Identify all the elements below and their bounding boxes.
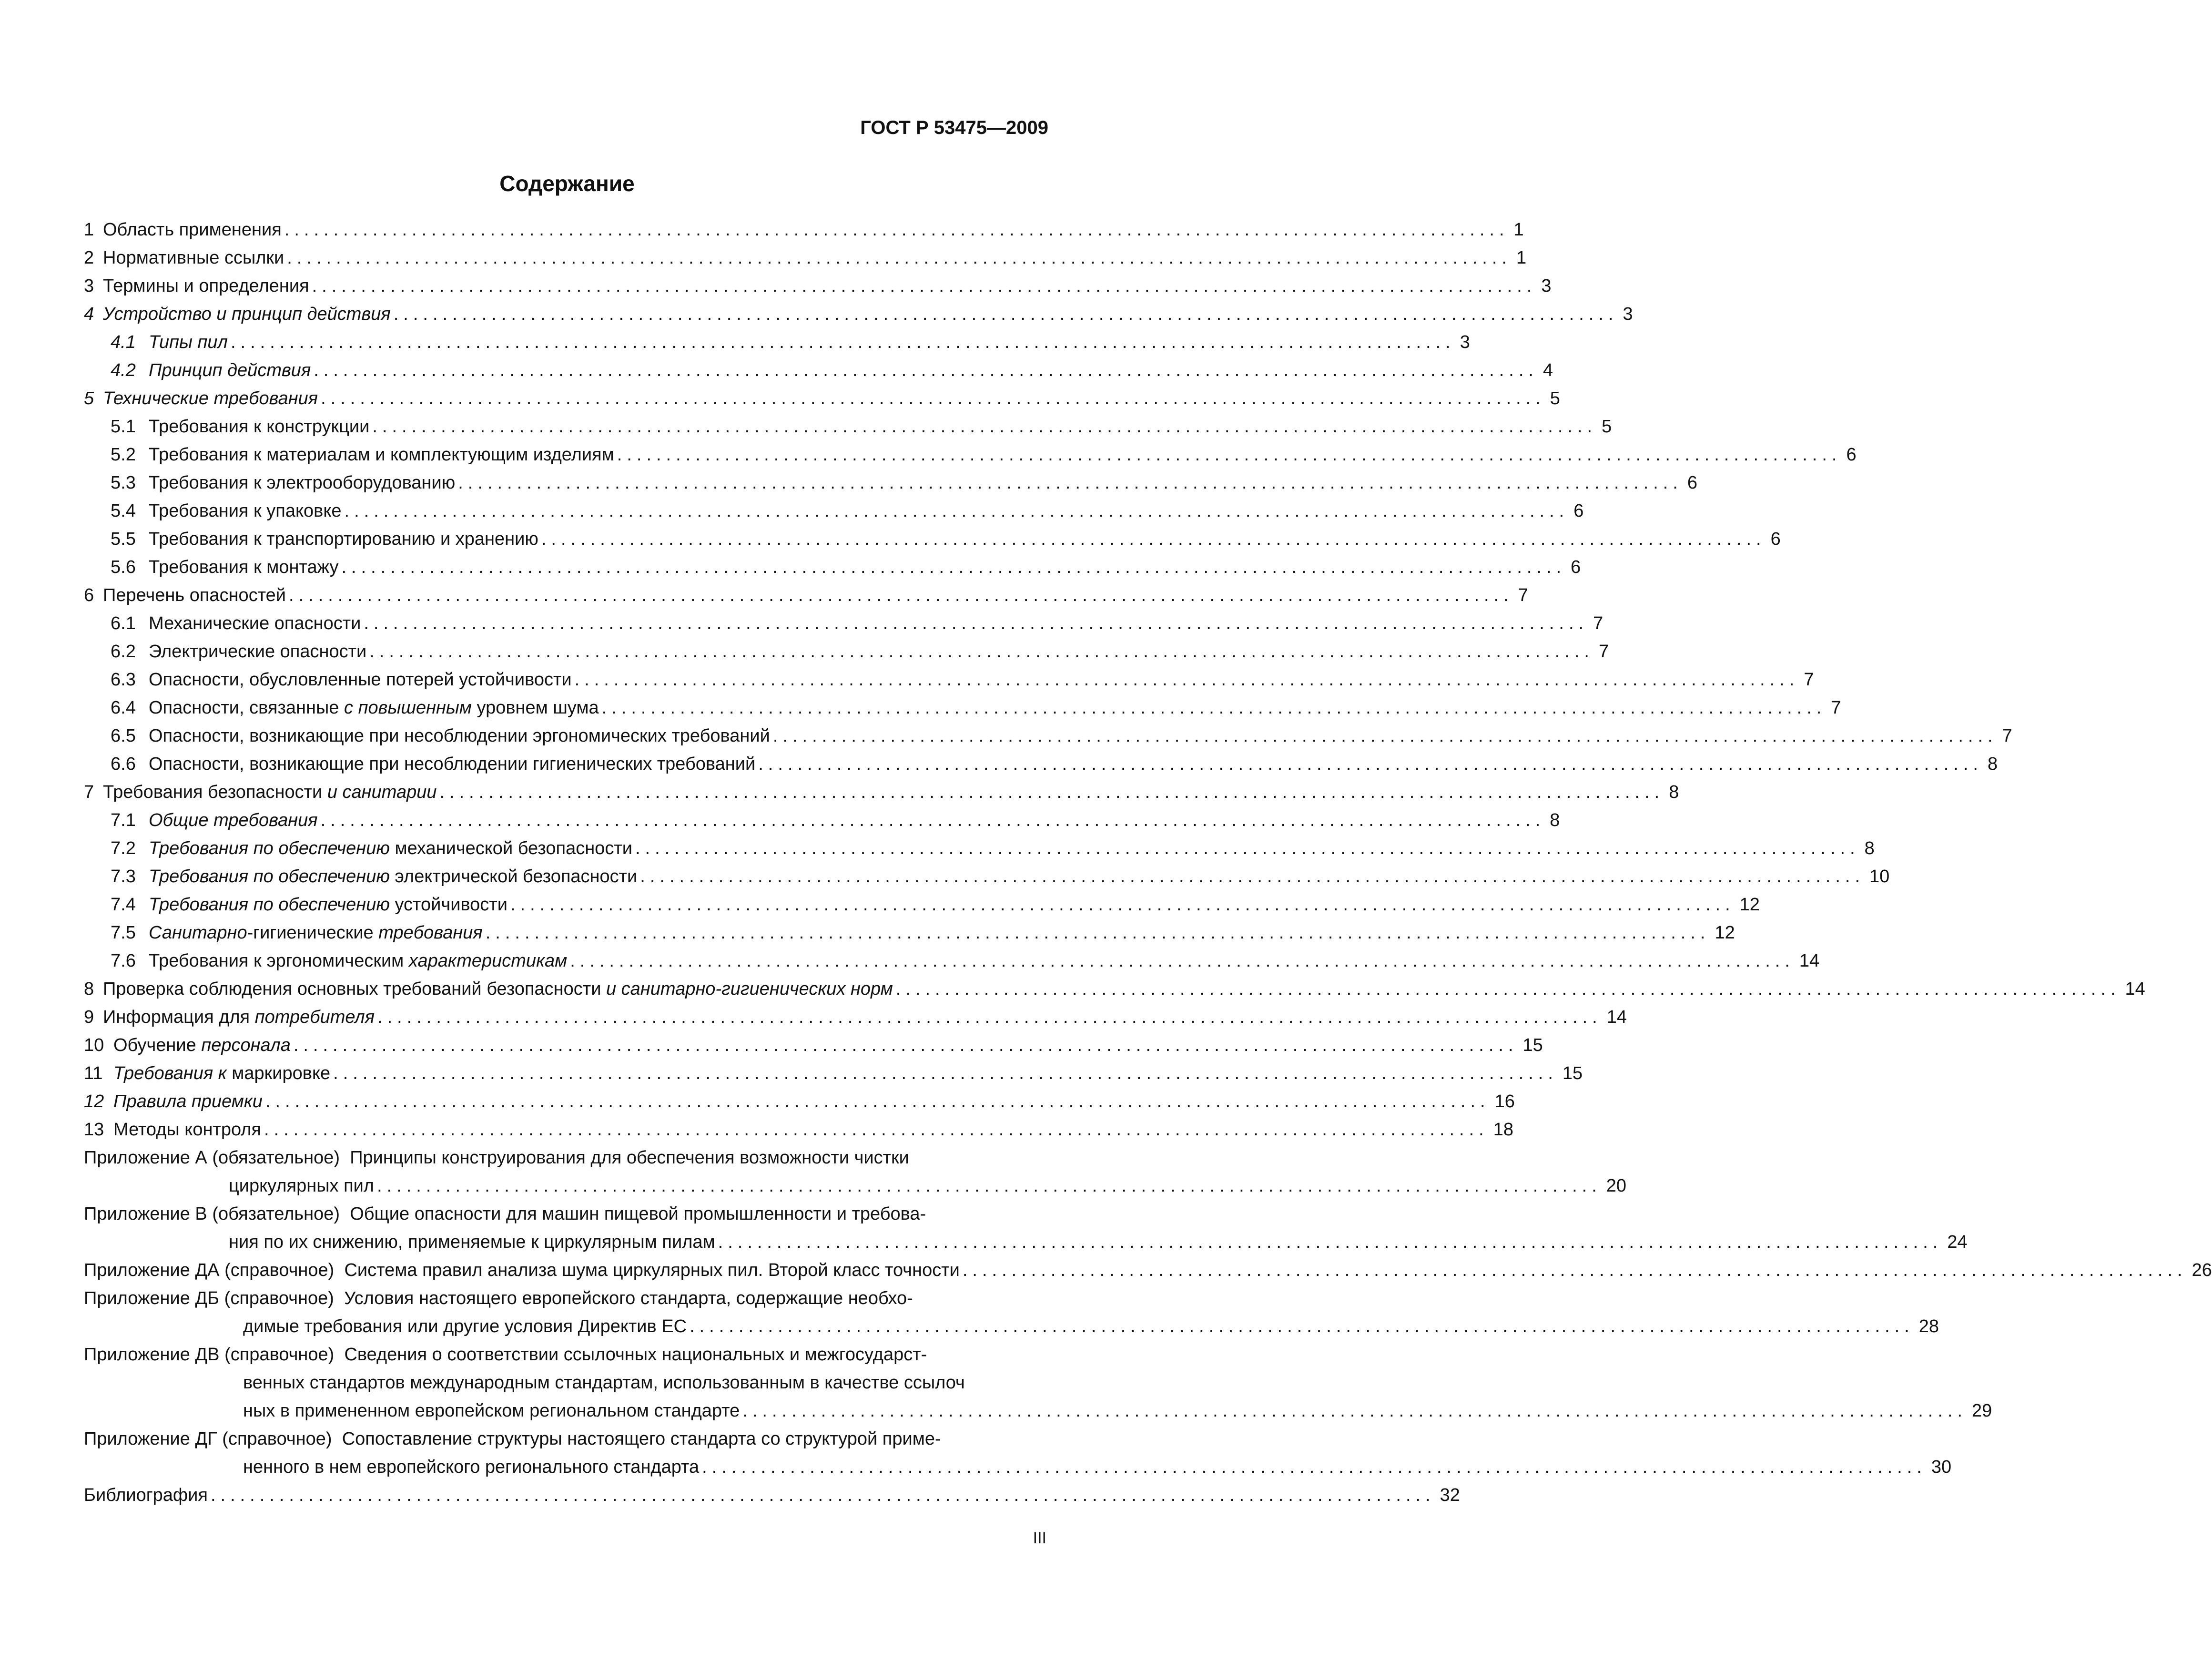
dot-leader: .............................................................................................................................: [510, 895, 1735, 915]
toc-entry-5-2[interactable]: [111, 442, 1857, 467]
toc-entry-2[interactable]: [84, 245, 1527, 270]
toc-number: 8: [84, 979, 94, 999]
page-title: Содержание: [499, 171, 635, 196]
dot-leader: .............................................................................................................................: [284, 220, 1509, 240]
toc-entry-6-5[interactable]: [111, 724, 2012, 748]
toc-number: 2: [84, 248, 94, 268]
toc-entry-text: Требования к монтажу: [149, 557, 339, 577]
toc-entry-text-italic: Требования по обеспечению: [149, 838, 390, 858]
toc-page-number: 8: [1987, 754, 1998, 774]
toc-entry-text: -гигиенические: [247, 923, 379, 943]
toc-page-number: 16: [1494, 1091, 1515, 1111]
toc-number: 1: [84, 220, 94, 240]
appendix-a-line1[interactable]: [84, 1145, 1048, 1170]
appendix-dg-line1[interactable]: [84, 1427, 1048, 1451]
toc-number: 9: [84, 1007, 94, 1027]
appendix-title-cont: циркулярных пил: [229, 1176, 375, 1196]
dot-leader: .............................................................................................................................: [601, 698, 1826, 718]
toc-page-number: 8: [1864, 838, 1875, 858]
dot-leader: .............................................................................................................................: [264, 1120, 1489, 1140]
toc-page-number: 28: [1918, 1316, 1939, 1336]
appendix-title: Сведения о соответствии ссылочных национальных и межгосударст-: [344, 1345, 927, 1365]
toc-number: 5.3: [111, 473, 136, 493]
toc-entry-12[interactable]: [84, 1089, 1515, 1114]
toc-page-number: 6: [1573, 501, 1584, 521]
toc-entry-text-italic: с повышенным: [344, 698, 472, 718]
dot-leader: .............................................................................................................................: [321, 388, 1545, 408]
toc-entry-bibliography[interactable]: [84, 1483, 1460, 1508]
toc-number: 5.4: [111, 501, 136, 521]
toc-entry-8[interactable]: [84, 977, 2145, 1001]
dot-leader: .............................................................................................................................: [742, 1401, 1967, 1421]
toc-page-number: 5: [1602, 417, 1612, 437]
appendix-title-cont: ненного в нем европейского регионального стандарта: [243, 1457, 700, 1477]
toc-page-number: 10: [1869, 867, 1890, 887]
dot-leader: .............................................................................................................................: [377, 1007, 1602, 1027]
toc-page-number: 4: [1542, 360, 1553, 380]
toc-entry-text: Устройство и принцип действия: [103, 304, 391, 324]
dot-leader: .............................................................................................................................: [231, 332, 1455, 352]
toc-entry-1[interactable]: [84, 217, 1524, 242]
toc-page-number: 15: [1522, 1035, 1543, 1055]
toc-page-number: 7: [1831, 698, 1841, 718]
dot-leader: .............................................................................................................................: [758, 754, 1983, 774]
toc-number: 4.1: [111, 332, 136, 352]
toc-entry-text-italic: Требования по обеспечению: [149, 867, 390, 887]
toc-number: 7: [84, 782, 94, 802]
toc-number: 6.6: [111, 754, 136, 774]
dot-leader: .............................................................................................................................: [702, 1457, 1927, 1477]
toc-number: 7.3: [111, 867, 136, 887]
toc-entry-7[interactable]: [84, 780, 1679, 805]
toc-number: 6.2: [111, 642, 136, 662]
toc-number: 7.1: [111, 810, 136, 830]
toc-entry-6-4[interactable]: [111, 695, 1841, 720]
toc-number: 12: [84, 1091, 104, 1111]
dot-leader: .............................................................................................................................: [574, 670, 1799, 690]
toc-page-number: 3: [1460, 332, 1470, 352]
page-number: III: [1033, 1529, 1046, 1547]
toc-page-number: 7: [1804, 670, 1814, 690]
toc-entry-text: Методы контроля: [113, 1120, 262, 1140]
toc-number: 7.2: [111, 838, 136, 858]
toc-entry-text: Нормативные ссылки: [103, 248, 284, 268]
toc-entry-text: Требования к упаковке: [149, 501, 342, 521]
toc-entry-text: устойчивости: [389, 895, 507, 915]
toc-page-number: 3: [1623, 304, 1633, 324]
toc-entry-5-6[interactable]: [111, 555, 1581, 580]
toc-page-number: 6: [1571, 557, 1581, 577]
appendix-dv-line1[interactable]: [84, 1342, 1048, 1367]
toc-number: 7.5: [111, 923, 136, 943]
toc-page-number: 14: [1799, 951, 1820, 971]
toc-page-number: 8: [1669, 782, 1679, 802]
toc-entry-13[interactable]: [84, 1117, 1514, 1142]
dot-leader: .............................................................................................................................: [333, 1063, 1558, 1083]
toc-entry-5-3[interactable]: [111, 470, 1698, 495]
toc-entry-6-3[interactable]: [111, 667, 1814, 692]
toc-page-number: 7: [1518, 585, 1528, 605]
toc-entry-5-5[interactable]: [111, 527, 1781, 551]
dot-leader: .............................................................................................................................: [718, 1232, 1943, 1252]
toc-entry-text: Опасности, возникающие при несоблюдении эргономических требований: [149, 726, 770, 746]
toc-number: 7.4: [111, 895, 136, 915]
toc-page-number: 30: [1931, 1457, 1952, 1477]
toc-number: 7.6: [111, 951, 136, 971]
toc-entry-text: Проверка соблюдения основных требований безопасности: [103, 979, 606, 999]
toc-number: 11: [84, 1063, 103, 1083]
dot-leader: .............................................................................................................................: [617, 445, 1842, 465]
toc-entry-text: Механические опасности: [149, 613, 361, 633]
toc-entry-7-3[interactable]: [111, 864, 1890, 889]
dot-leader: .............................................................................................................................: [289, 585, 1513, 605]
toc-page-number: 18: [1493, 1120, 1514, 1140]
toc-entry-text-italic: характеристикам: [408, 951, 568, 971]
toc-entry-7-2[interactable]: [111, 836, 1875, 861]
toc-page-number: 7: [1593, 613, 1603, 633]
dot-leader: .............................................................................................................................: [640, 867, 1865, 887]
toc-page-number: 1: [1513, 220, 1524, 240]
toc-entry-text-italic: Требования по обеспечению: [149, 895, 390, 915]
toc-entry-text-italic: требования: [378, 923, 483, 943]
toc-entry-7-6[interactable]: [111, 948, 1820, 973]
appendix-label: Приложение ДБ (справочное): [84, 1288, 334, 1308]
toc-page-number: 6: [1770, 529, 1781, 549]
toc-entry-text-italic: персонала: [201, 1035, 291, 1055]
toc-entry-text: Правила приемки: [113, 1091, 263, 1111]
dot-leader: .............................................................................................................................: [341, 557, 1566, 577]
appendix-title-cont: ния по их снижению, применяемые к циркулярным пилам: [229, 1232, 715, 1252]
appendix-b-line2[interactable]: [229, 1230, 1968, 1254]
appendix-label: Приложение В (обязательное): [84, 1204, 340, 1224]
appendix-title-cont: ных в примененном европейском региональном стандарте: [243, 1401, 740, 1421]
toc-page-number: 7: [2002, 726, 2012, 746]
toc-entry-text: Типы пил: [149, 332, 228, 352]
toc-entry-text: Опасности, возникающие при несоблюдении гигиенических требований: [149, 754, 756, 774]
toc-entry-11[interactable]: [84, 1061, 1583, 1086]
toc-entry-6[interactable]: [84, 583, 1528, 608]
dot-leader: .............................................................................................................................: [962, 1260, 2187, 1280]
toc-entry-text: Термины и определения: [103, 276, 309, 296]
dot-leader: .............................................................................................................................: [377, 1176, 1602, 1196]
dot-leader: .............................................................................................................................: [287, 248, 1512, 268]
appendix-b-line1[interactable]: [84, 1202, 1048, 1226]
toc-page-number: 1: [1516, 248, 1527, 268]
document-code: ГОСТ Р 53475—2009: [860, 117, 1048, 138]
toc-entry-4-2[interactable]: [111, 358, 1553, 383]
toc-entry-5-4[interactable]: [111, 499, 1584, 523]
toc-number: 5.2: [111, 445, 136, 465]
dot-leader: .............................................................................................................................: [485, 923, 1710, 943]
dot-leader: .............................................................................................................................: [364, 613, 1589, 633]
toc-entry-text-italic: Санитарно: [149, 923, 247, 943]
toc-entry-4[interactable]: [84, 302, 1633, 326]
toc-page-number: 24: [1947, 1232, 1968, 1252]
dot-leader: .............................................................................................................................: [369, 642, 1594, 662]
appendix-dv-line2[interactable]: [243, 1370, 1048, 1395]
toc-number: 3: [84, 276, 94, 296]
dot-leader: .............................................................................................................................: [314, 360, 1538, 380]
toc-page-number: 3: [1541, 276, 1552, 296]
dot-leader: .............................................................................................................................: [458, 473, 1683, 493]
toc-number: 4: [84, 304, 94, 324]
toc-entry-text: Требования к конструкции: [149, 417, 370, 437]
toc-page-number: 6: [1687, 473, 1698, 493]
toc-number: 6.5: [111, 726, 136, 746]
toc-entry-text-italic: потребителя: [254, 1007, 375, 1027]
toc-number: 6.1: [111, 613, 136, 633]
toc-entry-text: маркировке: [226, 1063, 331, 1083]
toc-entry-text: Область применения: [103, 220, 282, 240]
appendix-label: Приложение ДА (справочное): [84, 1260, 335, 1280]
toc-page-number: 32: [1440, 1485, 1460, 1505]
dot-leader: .............................................................................................................................: [635, 838, 1860, 858]
appendix-title: Система правил анализа шума циркулярных пил. Второй класс точности: [344, 1260, 960, 1280]
toc-entry-text: Технические требования: [103, 388, 318, 408]
appendix-a-line2[interactable]: [229, 1173, 1627, 1198]
dot-leader: .............................................................................................................................: [265, 1091, 1490, 1111]
toc-page-number: 8: [1550, 810, 1560, 830]
toc-entry-6-6[interactable]: [111, 752, 1998, 776]
toc-entry-text: Опасности, обусловленные потерей устойчивости: [149, 670, 572, 690]
dot-leader: .............................................................................................................................: [372, 417, 1597, 437]
dot-leader: .............................................................................................................................: [344, 501, 1569, 521]
dot-leader: .............................................................................................................................: [393, 304, 1618, 324]
toc-number: 10: [84, 1035, 104, 1055]
toc-entry-5-1[interactable]: [111, 414, 1612, 439]
toc-entry-10[interactable]: [84, 1033, 1543, 1058]
dot-leader: .............................................................................................................................: [293, 1035, 1518, 1055]
appendix-title-cont: венных стандартов международным стандартам, использованным в качестве ссылоч: [243, 1373, 965, 1393]
toc-entry-text: механической безопасности: [389, 838, 632, 858]
appendix-title: Принципы конструирования для обеспечения возможности чистки: [350, 1148, 909, 1168]
dot-leader: .............................................................................................................................: [210, 1485, 1435, 1505]
toc-number: 4.2: [111, 360, 136, 380]
toc-page-number: 26: [2192, 1260, 2212, 1280]
toc-page-number: 20: [1606, 1176, 1627, 1196]
appendix-dv-line3[interactable]: [243, 1398, 1992, 1423]
appendix-title: Условия настоящего европейского стандарта, содержащие необхо-: [344, 1288, 913, 1308]
toc-entry-text: Информация для: [103, 1007, 255, 1027]
dot-leader: .............................................................................................................................: [772, 726, 1998, 746]
dot-leader: .............................................................................................................................: [690, 1316, 1914, 1336]
toc-number: 5.1: [111, 417, 136, 437]
toc-entry-text-italic: и санитарно-гигиенических норм: [606, 979, 893, 999]
toc-page-number: 12: [1739, 895, 1760, 915]
toc-number: 5.6: [111, 557, 136, 577]
appendix-label: Приложение ДВ (справочное): [84, 1345, 335, 1365]
dot-leader: .............................................................................................................................: [320, 810, 1545, 830]
dot-leader: .............................................................................................................................: [541, 529, 1766, 549]
toc-entry-text: уровнем шума: [471, 698, 599, 718]
toc-entry-9[interactable]: [84, 1005, 1627, 1030]
appendix-db-line1[interactable]: [84, 1286, 1048, 1311]
toc-entry-text: Требования к электрооборудованию: [149, 473, 456, 493]
toc-entry-6-2[interactable]: [111, 639, 1609, 664]
appendix-label: Приложение ДГ (справочное): [84, 1429, 332, 1449]
toc-entry-text: Перечень опасностей: [103, 585, 286, 605]
toc-page-number: 12: [1715, 923, 1735, 943]
appendix-title: Общие опасности для машин пищевой промышленности и требова-: [350, 1204, 926, 1224]
toc-entry-5[interactable]: [84, 386, 1560, 411]
dot-leader: .............................................................................................................................: [439, 782, 1664, 802]
toc-entry-7-1[interactable]: [111, 808, 1560, 833]
toc-entry-text: электрической безопасности: [389, 867, 638, 887]
toc-page-number: 14: [1606, 1007, 1627, 1027]
toc-entry-text: Обучение: [113, 1035, 202, 1055]
appendix-dg-line2[interactable]: [243, 1455, 1952, 1479]
toc-entry-text-italic: Требования к: [113, 1063, 227, 1083]
toc-entry-text: Опасности, связанные: [149, 698, 345, 718]
toc-entry-text: Требования к транспортированию и хранению: [149, 529, 538, 549]
toc-number: 5: [84, 388, 94, 408]
toc-entry-text: Требования к эргономическим: [149, 951, 409, 971]
toc-page-number: 5: [1550, 388, 1560, 408]
toc-entry-6-1[interactable]: [111, 611, 1603, 636]
toc-entry-text: Библиография: [84, 1485, 208, 1505]
appendix-da[interactable]: [84, 1258, 2212, 1283]
appendix-title: Сопоставление структуры настоящего стандарта со структурой приме-: [342, 1429, 941, 1449]
toc-entry-text-italic: Общие требования: [149, 810, 318, 830]
toc-entry-text: Электрические опасности: [149, 642, 367, 662]
dot-leader: .............................................................................................................................: [570, 951, 1795, 971]
toc-number: 5.5: [111, 529, 136, 549]
toc-number: 6: [84, 585, 94, 605]
appendix-db-line2[interactable]: [243, 1314, 1939, 1339]
toc-page-number: 15: [1562, 1063, 1583, 1083]
toc-entry-4-1[interactable]: [111, 330, 1470, 355]
toc-entry-text-italic: и санитарии: [327, 782, 437, 802]
toc-entry-text: Требования безопасности: [103, 782, 327, 802]
toc-entry-text: Требования к материалам и комплектующим изделиям: [149, 445, 614, 465]
toc-number: 6.4: [111, 698, 136, 718]
dot-leader: .............................................................................................................................: [895, 979, 2121, 999]
toc-entry-text: Принцип действия: [149, 360, 311, 380]
toc-page-number: 6: [1846, 445, 1857, 465]
toc-number: 6.3: [111, 670, 136, 690]
toc-page-number: 29: [1972, 1401, 1992, 1421]
toc-page-number: 7: [1598, 642, 1609, 662]
dot-leader: .............................................................................................................................: [312, 276, 1537, 296]
appendix-title-cont: димые требования или другие условия Директив ЕС: [243, 1316, 687, 1336]
toc-number: 13: [84, 1120, 104, 1140]
toc-entry-7-5[interactable]: [111, 920, 1735, 945]
toc-entry-3[interactable]: [84, 274, 1552, 298]
toc-page-number: 14: [2125, 979, 2145, 999]
appendix-label: Приложение А (обязательное): [84, 1148, 340, 1168]
toc-entry-7-4[interactable]: [111, 892, 1760, 917]
